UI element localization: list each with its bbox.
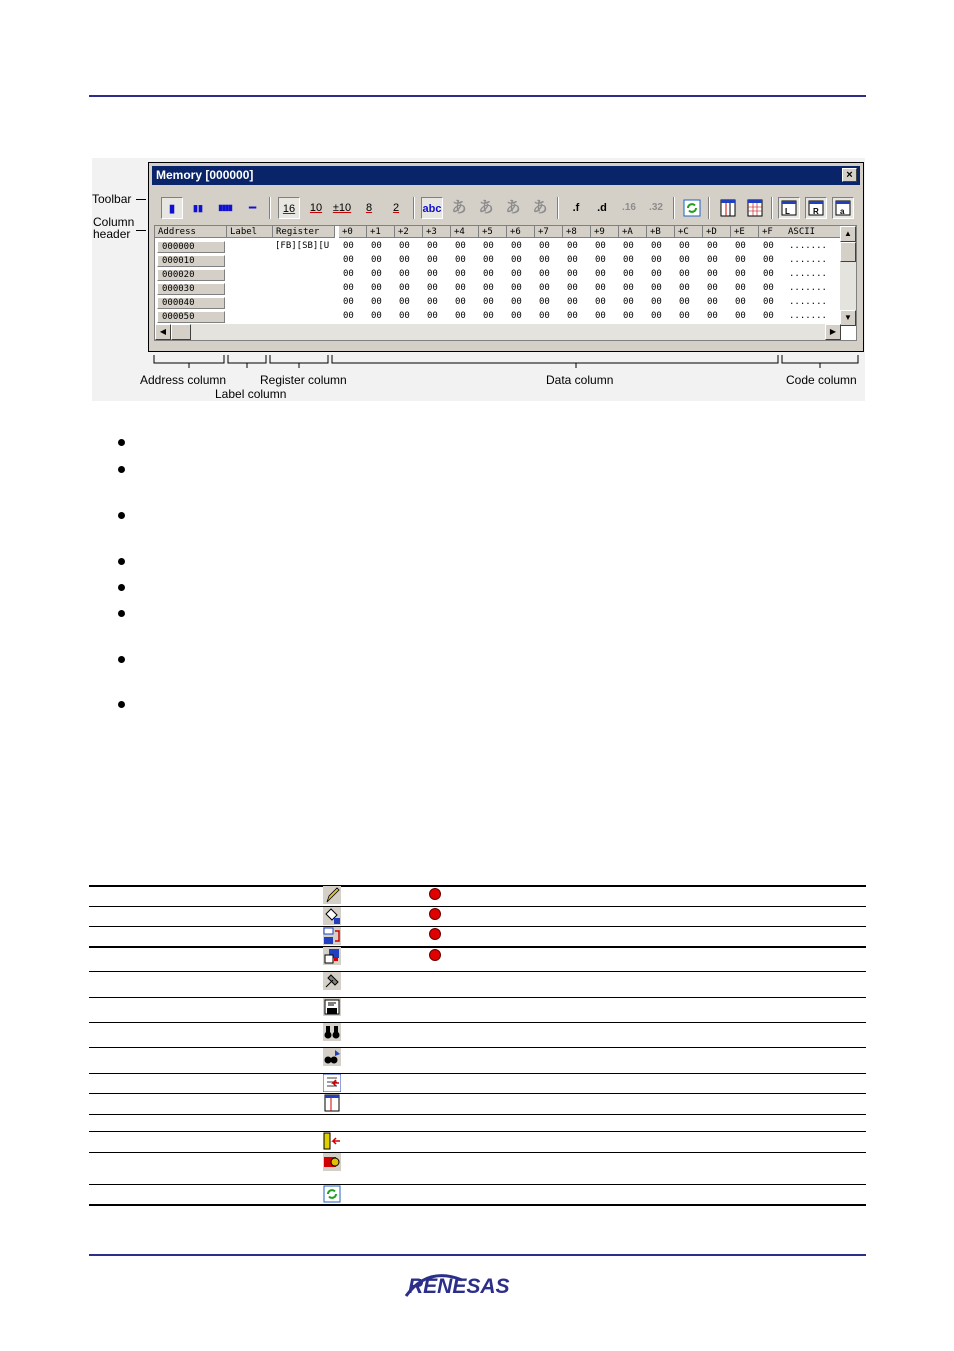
data-cell[interactable]: 00 xyxy=(511,269,522,279)
data-cell[interactable]: 00 xyxy=(763,269,774,279)
address-cell[interactable]: 000020 xyxy=(157,269,225,281)
status-dot xyxy=(429,908,441,920)
column-header-offset[interactable]: +5 xyxy=(479,226,507,238)
data-cell[interactable]: 00 xyxy=(763,255,774,265)
data-cell[interactable]: 00 xyxy=(399,241,410,251)
refresh-icon[interactable] xyxy=(681,197,703,219)
data-cell[interactable]: 00 xyxy=(763,311,774,321)
toolbar-separator xyxy=(557,197,559,219)
data-cell[interactable]: 00 xyxy=(623,269,634,279)
data-cell[interactable]: 00 xyxy=(707,297,718,307)
column-layout-icon[interactable] xyxy=(717,197,739,219)
data-cell[interactable]: 00 xyxy=(427,241,438,251)
table-rule xyxy=(89,997,866,998)
column-header-register[interactable]: Register xyxy=(273,226,335,238)
table-rule xyxy=(89,971,866,972)
width-8-button[interactable]: ▪▪▪▪ xyxy=(248,203,256,212)
scroll-down-button[interactable]: ▼ xyxy=(840,310,856,326)
table-rule xyxy=(89,946,866,948)
memory-window xyxy=(148,162,864,352)
column-header-offset[interactable]: +B xyxy=(647,226,675,238)
width-4-button[interactable]: ▮▮▮▮ xyxy=(218,203,232,212)
data-cell[interactable]: 00 xyxy=(399,269,410,279)
data-cell[interactable]: 00 xyxy=(651,283,662,293)
column-header-offset[interactable]: +F xyxy=(759,226,787,238)
data-cell[interactable]: 00 xyxy=(427,255,438,265)
data-cell[interactable]: 00 xyxy=(567,311,578,321)
pencil-icon xyxy=(323,886,341,904)
data-cell[interactable]: 00 xyxy=(483,311,494,321)
status-dot xyxy=(429,928,441,940)
data-cell[interactable]: 00 xyxy=(511,255,522,265)
register-cell: [FB][SB][U xyxy=(275,241,330,251)
column-header-offset[interactable]: +D xyxy=(703,226,731,238)
data-cell[interactable]: 00 xyxy=(511,283,522,293)
toolbar-separator xyxy=(771,197,773,219)
data-cell[interactable]: 00 xyxy=(707,255,718,265)
callout-address-column: Address column xyxy=(140,373,227,387)
column-header-offset[interactable]: +4 xyxy=(451,226,479,238)
data-cell[interactable]: 00 xyxy=(455,311,466,321)
data-cell[interactable]: 00 xyxy=(399,297,410,307)
data-cell[interactable]: 00 xyxy=(483,269,494,279)
refresh-icon xyxy=(323,1185,341,1203)
bullet xyxy=(118,439,125,446)
column-header-offset[interactable]: +C xyxy=(675,226,703,238)
svg-text:a: a xyxy=(840,207,845,216)
data-cell[interactable]: 00 xyxy=(343,241,354,251)
vertical-scrollbar[interactable] xyxy=(840,226,856,326)
data-cell[interactable]: 00 xyxy=(707,283,718,293)
toolbar-separator xyxy=(269,197,271,219)
bullet xyxy=(118,656,125,663)
bullet xyxy=(118,584,125,591)
data-cell[interactable]: 00 xyxy=(651,311,662,321)
toolbar-separator xyxy=(708,197,710,219)
callout-column-header-1: Column xyxy=(93,215,135,229)
compare-icon xyxy=(323,947,341,965)
sjis-button[interactable]: あ xyxy=(451,199,467,216)
scroll-thumb[interactable] xyxy=(840,242,856,262)
data-cell[interactable]: 00 xyxy=(623,255,634,265)
data-cell[interactable]: 00 xyxy=(483,297,494,307)
bullet xyxy=(118,512,125,519)
data-cell[interactable]: 00 xyxy=(595,269,606,279)
bullet xyxy=(118,558,125,565)
data-cell[interactable]: 00 xyxy=(539,297,550,307)
data-cell[interactable]: 00 xyxy=(343,297,354,307)
data-cell[interactable]: 00 xyxy=(595,255,606,265)
ascii-cell[interactable]: ....... xyxy=(789,311,827,321)
column-header-ascii[interactable]: ASCII xyxy=(785,226,841,238)
renesas-logo xyxy=(402,1270,552,1300)
data-cell[interactable]: 00 xyxy=(483,255,494,265)
data-cell[interactable]: 00 xyxy=(623,297,634,307)
horizontal-scrollbar[interactable] xyxy=(155,324,841,340)
data-cell[interactable]: 00 xyxy=(735,297,746,307)
radix-dec-button[interactable]: 10 xyxy=(309,202,323,214)
address-cell[interactable]: 000050 xyxy=(157,311,225,323)
float-button[interactable]: .f xyxy=(572,202,580,214)
data-cell[interactable]: 00 xyxy=(595,311,606,321)
radix-bin-button[interactable]: 2 xyxy=(392,202,400,214)
unicode-button[interactable]: あ xyxy=(505,199,521,216)
data-cell[interactable]: 00 xyxy=(511,297,522,307)
callout-column-header-2: header xyxy=(93,227,131,241)
callout-label-column: Label column xyxy=(215,387,287,401)
data-cell[interactable]: 00 xyxy=(399,283,410,293)
toolbar-separator xyxy=(413,197,415,219)
toolbar-separator xyxy=(673,197,675,219)
column-brackets xyxy=(148,352,864,368)
fixed16-button[interactable]: .16 xyxy=(622,202,636,213)
column-header-offset[interactable]: +9 xyxy=(591,226,619,238)
euc-button[interactable]: あ xyxy=(532,199,548,216)
data-cell[interactable]: 00 xyxy=(455,269,466,279)
column-header-offset[interactable]: +8 xyxy=(563,226,591,238)
data-cell[interactable]: 00 xyxy=(595,283,606,293)
data-cell[interactable]: 00 xyxy=(707,311,718,321)
data-cell[interactable]: 00 xyxy=(399,255,410,265)
data-cell[interactable]: 00 xyxy=(399,311,410,321)
data-cell[interactable]: 00 xyxy=(343,311,354,321)
scroll-area-icon xyxy=(323,1132,341,1150)
data-cell[interactable]: 00 xyxy=(679,241,690,251)
hscroll-thumb[interactable] xyxy=(171,324,191,340)
column-header-offset[interactable]: +E xyxy=(731,226,759,238)
table-rule xyxy=(89,1184,866,1185)
footer-rule xyxy=(89,1254,866,1256)
width-1-button[interactable]: ▮ xyxy=(161,197,183,219)
ascii-button[interactable]: abc xyxy=(421,197,443,219)
data-cell[interactable]: 00 xyxy=(623,311,634,321)
data-cell[interactable]: 00 xyxy=(539,255,550,265)
data-cell[interactable]: 00 xyxy=(371,311,382,321)
data-cell[interactable]: 00 xyxy=(511,311,522,321)
label-column-icon[interactable] xyxy=(778,197,800,219)
table-rule xyxy=(89,885,866,887)
data-cell[interactable]: 00 xyxy=(707,269,718,279)
address-cell[interactable]: 000040 xyxy=(157,297,225,309)
data-cell[interactable]: 00 xyxy=(679,283,690,293)
data-cell[interactable]: 00 xyxy=(567,297,578,307)
fixed32-button[interactable]: .32 xyxy=(649,202,663,213)
data-cell[interactable]: 00 xyxy=(539,283,550,293)
column-header-label[interactable]: Label xyxy=(227,226,273,238)
code-column-icon[interactable] xyxy=(832,197,854,219)
data-cell[interactable]: 00 xyxy=(595,297,606,307)
data-cell[interactable]: 00 xyxy=(455,297,466,307)
column-header-offset[interactable]: +3 xyxy=(423,226,451,238)
status-dot xyxy=(429,949,441,961)
column-header-offset[interactable]: +2 xyxy=(395,226,423,238)
jis-button[interactable]: あ xyxy=(478,199,494,216)
binoculars-icon xyxy=(323,1023,341,1041)
data-cell[interactable]: 00 xyxy=(371,283,382,293)
settings-icon xyxy=(323,1153,341,1171)
ascii-cell[interactable]: ....... xyxy=(789,269,827,279)
scroll-left-button[interactable]: ◀ xyxy=(155,324,171,340)
data-cell[interactable]: 00 xyxy=(595,241,606,251)
ascii-cell[interactable]: ....... xyxy=(789,283,827,293)
data-cell[interactable]: 00 xyxy=(707,241,718,251)
data-cell[interactable]: 00 xyxy=(539,269,550,279)
address-cell[interactable]: 000000 xyxy=(157,241,225,253)
data-cell[interactable]: 00 xyxy=(735,255,746,265)
table-rule xyxy=(89,1131,866,1132)
data-cell[interactable]: 00 xyxy=(455,255,466,265)
ascii-cell[interactable]: ....... xyxy=(789,255,827,265)
data-cell[interactable]: 00 xyxy=(567,269,578,279)
data-cell[interactable]: 00 xyxy=(763,241,774,251)
data-cell[interactable]: 00 xyxy=(651,269,662,279)
ascii-cell[interactable]: ....... xyxy=(789,241,827,251)
data-cell[interactable]: 00 xyxy=(735,283,746,293)
data-cell[interactable]: 00 xyxy=(427,311,438,321)
data-cell[interactable]: 00 xyxy=(371,297,382,307)
save-memory-icon xyxy=(323,998,341,1016)
table-rule xyxy=(89,906,866,907)
data-cell[interactable]: 00 xyxy=(427,283,438,293)
layout-icon xyxy=(323,1094,341,1112)
bullet xyxy=(118,610,125,617)
callout-column-header-line xyxy=(136,230,146,231)
radix-oct-button[interactable]: 8 xyxy=(365,202,373,214)
address-cell[interactable]: 000030 xyxy=(157,283,225,295)
table-rule xyxy=(89,1204,866,1206)
data-cell[interactable]: 00 xyxy=(511,241,522,251)
data-cell[interactable]: 00 xyxy=(567,283,578,293)
data-cell[interactable]: 00 xyxy=(679,269,690,279)
column-header-offset[interactable]: +0 xyxy=(339,226,367,238)
svg-text:L: L xyxy=(785,207,790,216)
data-cell[interactable]: 00 xyxy=(735,311,746,321)
data-cell[interactable]: 00 xyxy=(483,241,494,251)
scroll-up-button[interactable]: ▲ xyxy=(840,226,856,242)
bullet xyxy=(118,701,125,708)
table-rule xyxy=(89,1073,866,1074)
data-cell[interactable]: 00 xyxy=(679,297,690,307)
data-cell[interactable]: 00 xyxy=(735,241,746,251)
find-next-icon xyxy=(323,1048,341,1066)
data-cell[interactable]: 00 xyxy=(455,241,466,251)
table-rule xyxy=(89,1022,866,1023)
title-bar[interactable] xyxy=(152,166,860,185)
svg-text:R: R xyxy=(813,207,819,216)
data-cell[interactable]: 00 xyxy=(679,311,690,321)
radix-hex-button[interactable]: 16 xyxy=(278,197,300,219)
data-cell[interactable]: 00 xyxy=(567,255,578,265)
move-block-icon xyxy=(323,927,341,945)
data-cell[interactable]: 00 xyxy=(763,297,774,307)
table-rule xyxy=(89,926,866,927)
data-cell[interactable]: 00 xyxy=(679,255,690,265)
table-rule xyxy=(89,1152,866,1153)
data-cell[interactable]: 00 xyxy=(427,269,438,279)
callout-data-column: Data column xyxy=(546,373,614,387)
search-tool-icon xyxy=(323,972,341,990)
radix-signed-dec-button[interactable]: ±10 xyxy=(332,202,352,214)
column-header-offset[interactable]: +1 xyxy=(367,226,395,238)
logo-text: RENESAS xyxy=(408,1275,510,1298)
fill-bucket-icon xyxy=(323,907,341,925)
data-cell[interactable]: 00 xyxy=(371,269,382,279)
column-header-offset[interactable]: +A xyxy=(619,226,647,238)
scroll-right-button[interactable]: ▶ xyxy=(825,324,841,340)
data-cell[interactable]: 00 xyxy=(763,283,774,293)
address-cell[interactable]: 000010 xyxy=(157,255,225,267)
data-cell[interactable]: 00 xyxy=(567,241,578,251)
data-cell[interactable]: 00 xyxy=(623,283,634,293)
data-cell[interactable]: 00 xyxy=(343,283,354,293)
double-button[interactable]: .d xyxy=(597,202,607,214)
data-cell[interactable]: 00 xyxy=(371,241,382,251)
width-2-button[interactable]: ▮▮ xyxy=(193,203,203,213)
table-rule xyxy=(89,1047,866,1048)
data-cell[interactable]: 00 xyxy=(651,255,662,265)
callout-code-column: Code column xyxy=(786,373,857,387)
data-cell[interactable]: 00 xyxy=(539,241,550,251)
grid-layout-icon[interactable] xyxy=(744,197,766,219)
data-cell[interactable]: 00 xyxy=(455,283,466,293)
close-button[interactable]: × xyxy=(842,168,857,182)
toolbar xyxy=(157,197,857,221)
data-cell[interactable]: 00 xyxy=(735,269,746,279)
data-cell[interactable]: 00 xyxy=(343,255,354,265)
ascii-cell[interactable]: ....... xyxy=(789,297,827,307)
table-rule xyxy=(89,1093,866,1094)
column-header-offset[interactable]: +7 xyxy=(535,226,563,238)
goto-address-icon xyxy=(323,1074,341,1092)
bullet xyxy=(118,466,125,473)
data-cell[interactable]: 00 xyxy=(343,269,354,279)
data-cell[interactable]: 00 xyxy=(623,241,634,251)
data-cell[interactable]: 00 xyxy=(651,297,662,307)
register-column-icon[interactable] xyxy=(805,197,827,219)
data-cell[interactable]: 00 xyxy=(483,283,494,293)
window-title: Memory [000000] xyxy=(156,168,254,182)
data-cell[interactable]: 00 xyxy=(651,241,662,251)
memory-grid xyxy=(154,225,857,341)
column-header-address[interactable]: Address xyxy=(155,226,227,238)
callout-toolbar: Toolbar xyxy=(92,192,132,206)
header-rule xyxy=(89,95,866,97)
data-cell[interactable]: 00 xyxy=(371,255,382,265)
callout-register-column: Register column xyxy=(260,373,347,387)
status-dot xyxy=(429,888,441,900)
data-cell[interactable]: 00 xyxy=(539,311,550,321)
callout-toolbar-line xyxy=(136,199,146,200)
column-header-offset[interactable]: +6 xyxy=(507,226,535,238)
data-cell[interactable]: 00 xyxy=(427,297,438,307)
table-rule xyxy=(89,1114,866,1115)
